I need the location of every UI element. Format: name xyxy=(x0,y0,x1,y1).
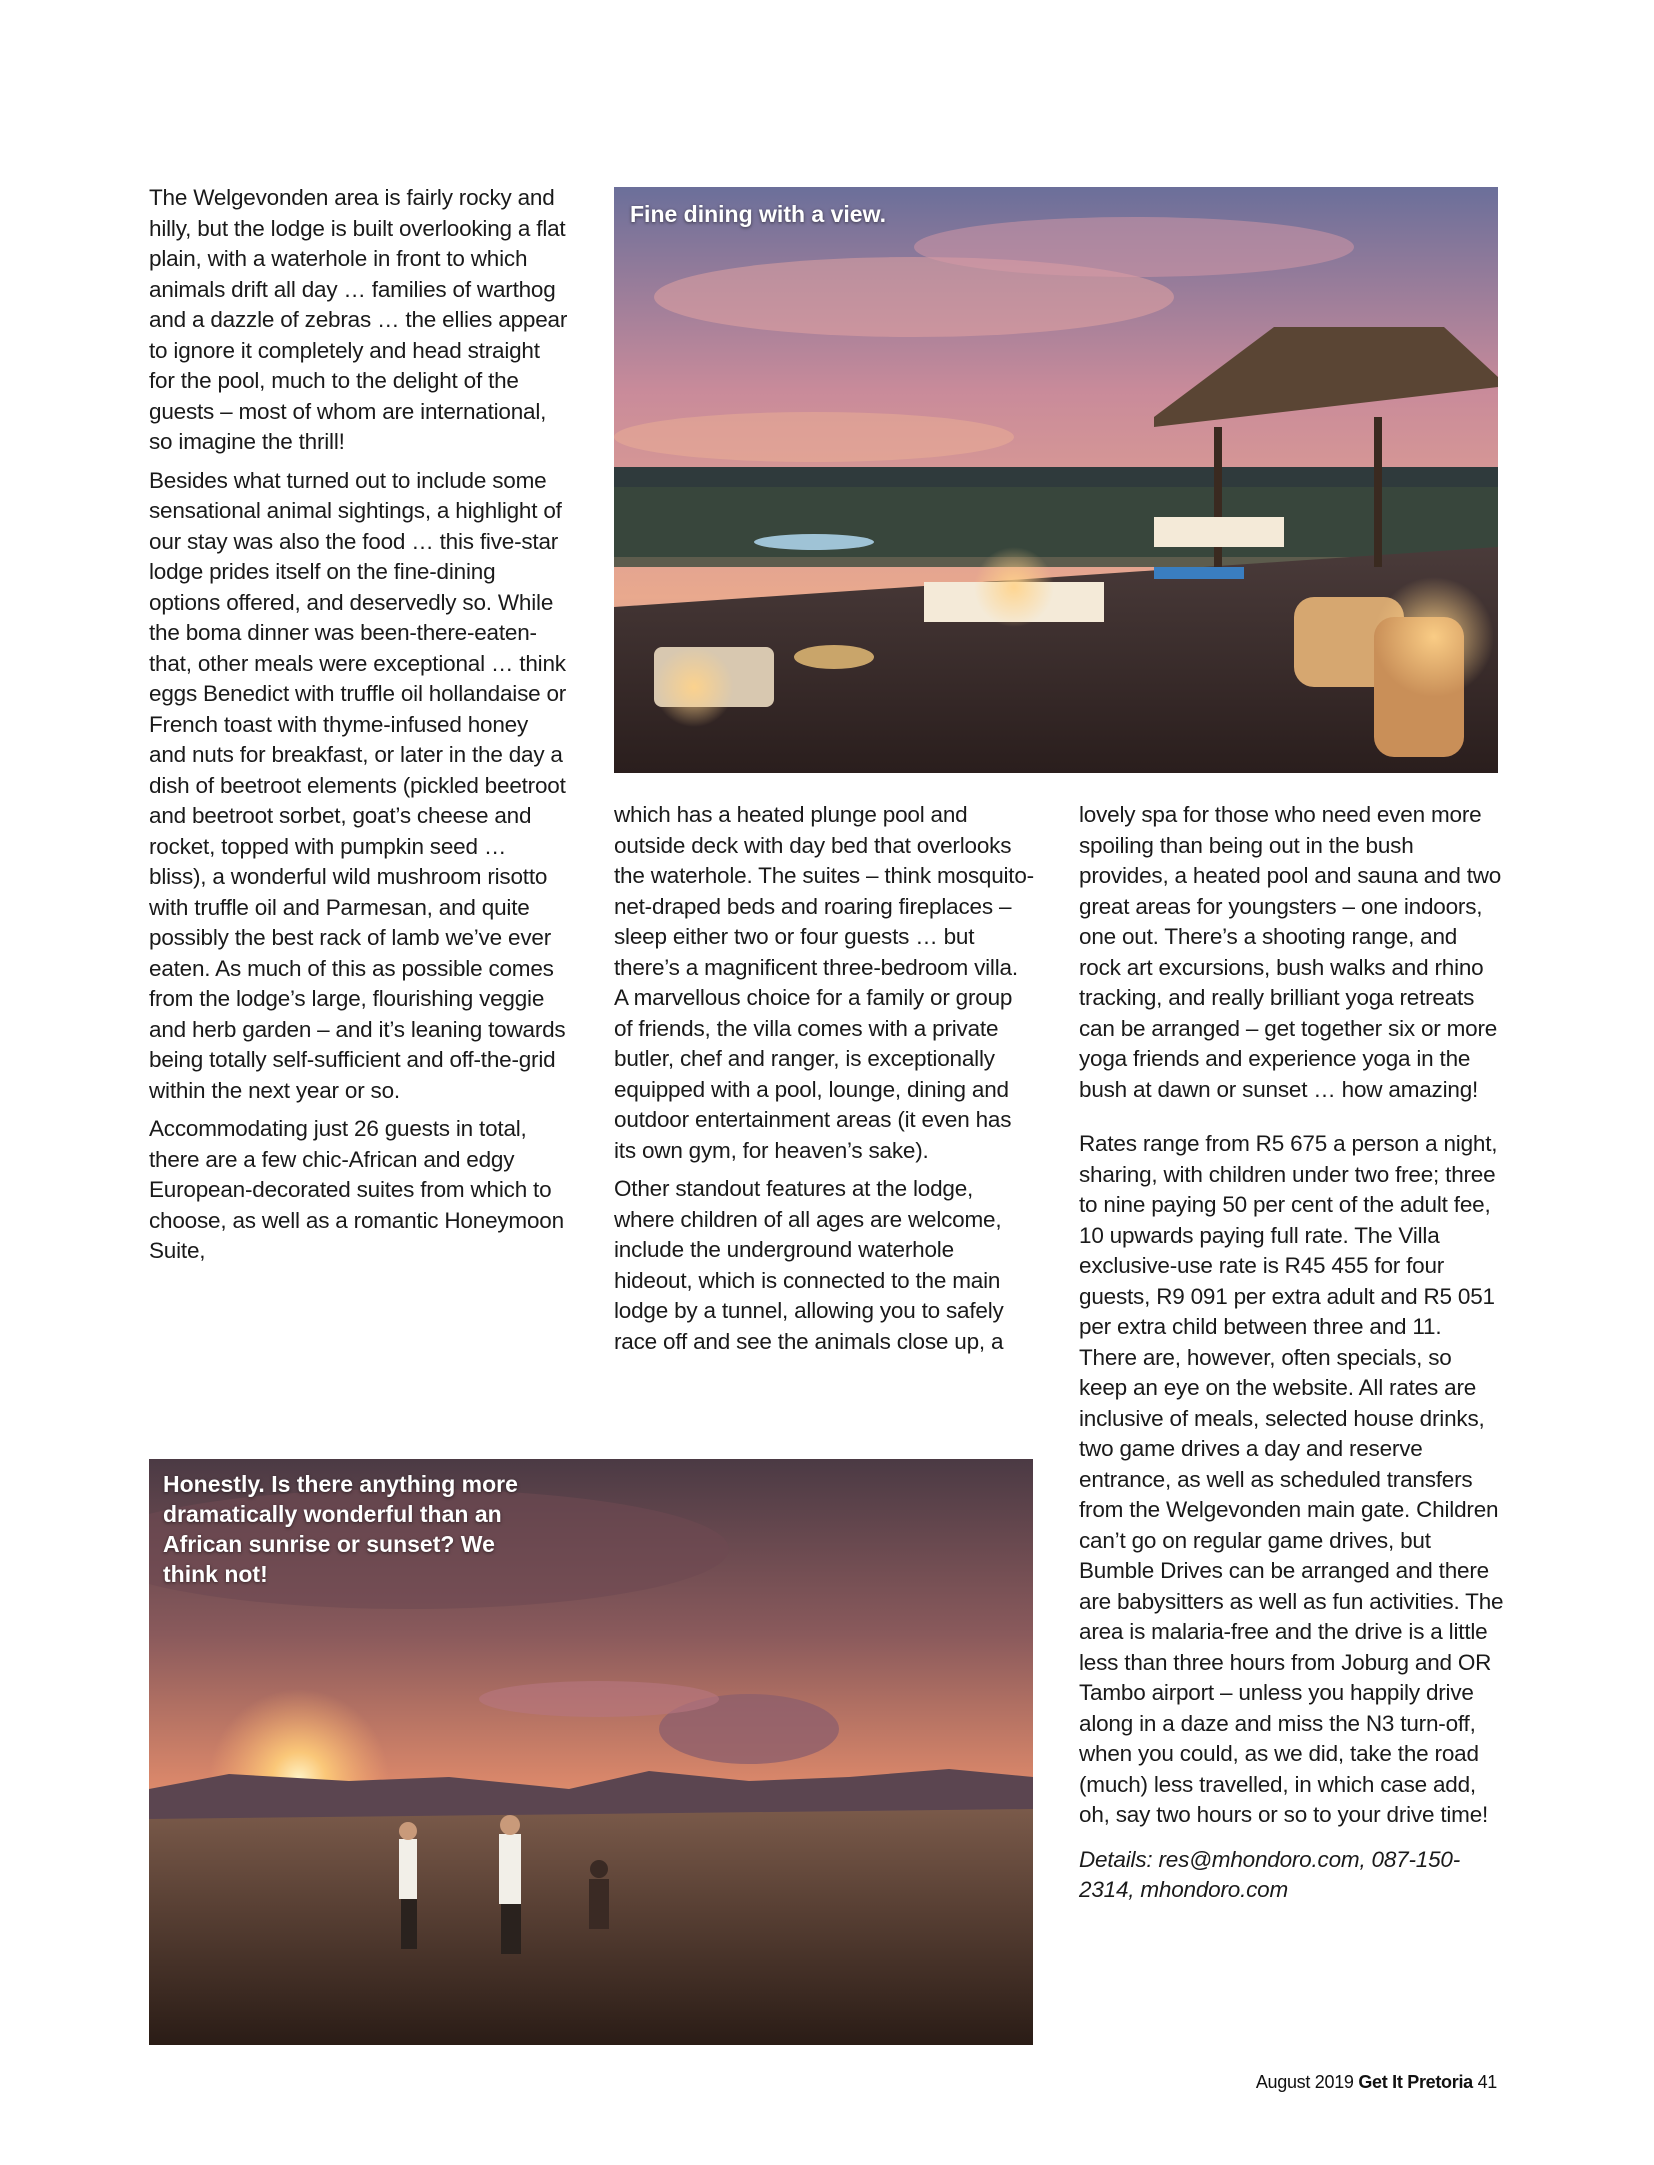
fine-dining-photo xyxy=(614,187,1498,773)
paragraph: lovely spa for those who need even more spoiling than being out in the bush provides, a heated pool and sauna and two great areas for youngsters – one indoors, one out. There’s a shooting range, and rock art excursions, bush walks and rhino tracking, and really brilliant yoga retreats can be arranged – get together six or more yoga friends and experience yoga in the bush at dawn or sunset … how amazing! xyxy=(1079,802,1502,1102)
issue-date: August 2019 xyxy=(1255,2072,1354,2092)
paragraph: Besides what turned out to include some sensational animal sightings, a highlight of our stay was also the food … this five-star lodge prides itself on the fine-dining options offered, and deservedly so. While the boma dinner was been-there-eaten-that, other meals were exceptional … think eggs Benedict with truffle oil hollandaise or French toast with thyme-infused honey and nuts for breakfast, or later in the day a dish of beetroot elements (pickled beetroot and beetroot sorbet, goat’s cheese and rocket, topped with pumpkin seed … bliss), a wonderful wild mushroom risotto with truffle oil and Parmesan, and quite possibly the best rack of lamb we’ve ever eaten. As much of this as possible comes from the lodge’s large, flourishing veggie and herb garden – and it’s leaning towards being totally self-sufficient and off-the-grid within the next year or so. xyxy=(149,467,567,1103)
paragraph: which has a heated plunge pool and outside deck with day bed that overlooks the waterhole. The suites – think mosquito-net-draped beds and roaring fireplaces – sleep either two or four guests … but there’s a magnificent three-bedroom villa. A marvellous choice for a family or group of friends, the villa comes with a private butler, chef and ranger, is exceptionally equipped with a pool, lounge, dining and outdoor entertainment areas (it even has its own gym, for heaven’s sake). xyxy=(614,802,1034,1163)
article-column-1 xyxy=(149,183,569,1275)
paragraph: The Welgevonden area is fairly rocky and hilly, but the lodge is built overlooking a flat plain, with a waterhole in front to which animals drift all day … families of warthog and a dazzle of zebras … the ellies appear to ignore it completely and head straight for the pool, much to the delight of the guests – most of whom are international, so imagine the thrill! xyxy=(149,185,568,454)
paragraph: Accommodating just 26 guests in total, there are a few chic-African and edgy European-decorated suites from which to choose, as well as a romantic Honeymoon Suite, xyxy=(149,1116,564,1263)
photo-caption: Fine dining with a view. xyxy=(630,201,886,227)
paragraph: Rates range from R5 675 a person a night, sharing, with children under two free; three to nine paying 50 per cent of the adult fee, 10 upwards paying full rate. The Villa exclusive-use rate is R45 455 for four guests, R9 091 per extra adult and R5 051 per extra child between three and 11. There are, however, often specials, so keep an eye on the website. All rates are inclusive of meals, selected house drinks, two game drives a day and reserve entrance, as well as scheduled transfers from the Welgevonden main gate. Children can’t go on regular game drives, but Bumble Drives can be arranged and there are babysitters as well as fun activities. The area is malaria-free and the drive is a little less than three hours from Joburg and OR Tambo airport – unless you happily drive along in a daze and miss the N3 turn-off, when you could, as we did, take the road (much) less travelled, in which case add, oh, say two hours or so to your drive time! xyxy=(1079,1131,1504,1827)
page-footer xyxy=(1256,2072,1497,2093)
magazine-name: Get It Pretoria xyxy=(1358,2072,1473,2092)
article-column-3 xyxy=(1079,800,1504,1914)
page-number: 41 xyxy=(1477,2072,1497,2092)
photo-caption: Honestly. Is there anything more dramatically wonderful than an African sunrise or sunset? We think not! xyxy=(163,1471,518,1587)
contact-details: Details: res@mhondoro.com, 087-150-2314, mhondoro.com xyxy=(1079,1846,1461,1902)
sunset-photo xyxy=(149,1459,1033,2045)
article-column-2 xyxy=(614,800,1034,1365)
paragraph: Other standout features at the lodge, where children of all ages are welcome, include the underground waterhole hideout, which is connected to the main lodge by a tunnel, allowing you to safely race off and see the animals close up, a xyxy=(614,1176,1004,1354)
